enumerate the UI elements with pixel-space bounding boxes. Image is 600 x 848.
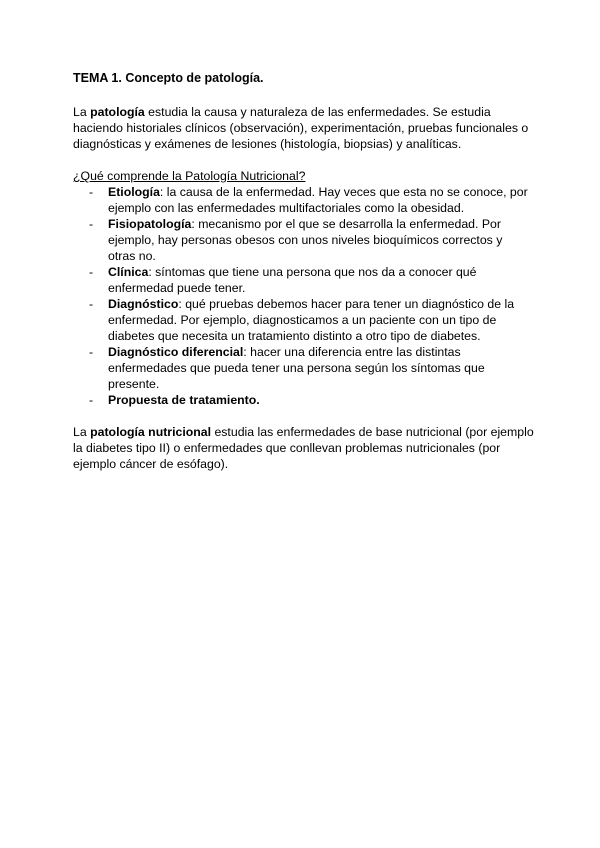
intro-paragraph	[73, 104, 543, 152]
item-term: Diagnóstico	[108, 297, 179, 311]
list-item	[89, 184, 529, 216]
item-term: Clínica	[108, 265, 149, 279]
intro-text: estudia la causa y naturaleza de las enfermedades. Se estudia haciendo historiales clínicos (observación), experimentación, pruebas funcionales o diagnósticas y exámenes de lesiones (histología, biopsias) y analíticas.	[73, 105, 529, 151]
list-item	[89, 296, 529, 344]
intro-lead: La	[73, 105, 91, 119]
item-text: : la causa de la enfermedad. Hay veces que esta no se conoce, por ejemplo con las enfermedades multifactoriales como la obesidad.	[108, 185, 528, 215]
item-term: Propuesta de tratamiento.	[108, 393, 260, 407]
list-item	[89, 264, 529, 296]
document-title: TEMA 1. Concepto de patología.	[73, 71, 264, 85]
item-text: : qué pruebas debemos hacer para tener un diagnóstico de la enfermedad. Por ejemplo, diagnosticamos a un paciente con un tipo de diabetes que necesita un tratamiento distinto a otro tipo de diabetes.	[108, 297, 515, 343]
list-item	[89, 392, 529, 408]
closing-term: patología nutricional	[90, 425, 212, 439]
item-term: Diagnóstico diferencial	[108, 345, 244, 359]
item-text: : síntomas que tiene una persona que nos da a conocer qué enfermedad puede tener.	[108, 265, 477, 295]
item-term: Etiología	[108, 185, 160, 199]
item-text: : hacer una diferencia entre las distintas enfermedades que pueda tener una persona según los síntomas que presente.	[108, 345, 485, 391]
closing-text: estudia las enfermedades de base nutricional (por ejemplo la diabetes tipo II) o enfermedades que conllevan problemas nutricionales (por ejemplo cáncer de esófago).	[73, 425, 534, 471]
item-text: : mecanismo por el que se desarrolla la enfermedad. Por ejemplo, hay personas obesos con unos niveles bioquímicos correctos y otras no.	[108, 217, 503, 263]
closing-lead: La	[73, 425, 91, 439]
list-item	[89, 216, 529, 264]
topics-list	[89, 184, 529, 408]
item-term: Fisiopatología	[108, 217, 192, 231]
list-item	[89, 344, 529, 392]
intro-term: patología	[90, 105, 145, 119]
section-question: ¿Qué comprende la Patología Nutricional?	[73, 169, 306, 183]
closing-paragraph	[73, 424, 543, 472]
